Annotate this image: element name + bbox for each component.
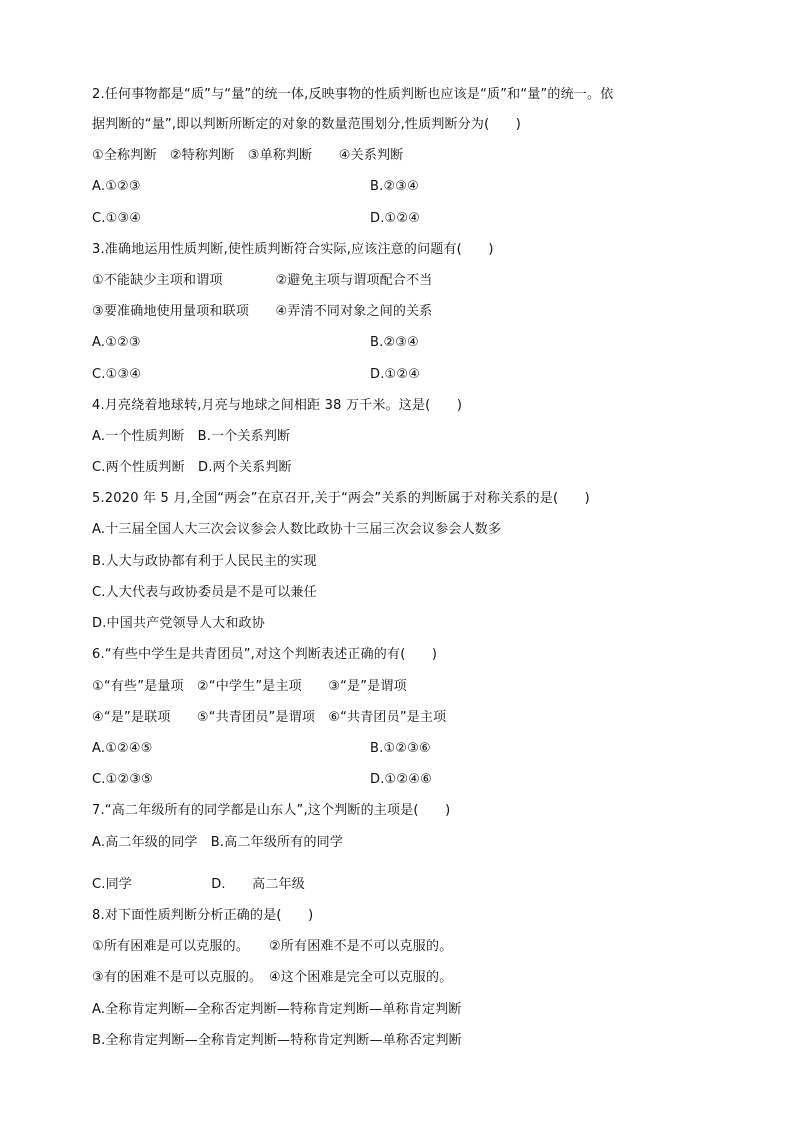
- question-6-statements-line-2: ④“是”是联项 ⑤“共青团员”是谓项 ⑥“共青团员”是主项: [92, 710, 447, 725]
- question-8-option-b: B.全称肯定判断—全称肯定判断—特称肯定判断—单称否定判断: [92, 1033, 462, 1048]
- question-8-statements-line-2: ③有的困难不是可以克服的。 ④这个困难是完全可以克服的。: [92, 970, 453, 985]
- question-4-options-line-2: C.两个性质判断 D.两个关系判断: [92, 460, 292, 475]
- question-6-stem: 6.“有些中学生是共青团员”,对这个判断表述正确的有( ): [92, 647, 438, 662]
- question-3-option-b: B.②③④: [370, 335, 420, 350]
- question-6-option-d: D.①②④⑥: [370, 772, 432, 787]
- question-3-statements-line-1: ①不能缺少主项和谓项 ②避免主项与谓项配合不当: [92, 273, 433, 288]
- question-6-option-a: A.①②④⑤: [92, 741, 153, 756]
- question-6-statements-line-1: ①“有些”是量项 ②“中学生”是主项 ③“是”是谓项: [92, 679, 407, 694]
- question-8-stem: 8.对下面性质判断分析正确的是( ): [92, 908, 314, 923]
- question-2-stem-line-2: 据判断的“量”,即以判断所断定的对象的数量范围划分,性质判断分为( ): [92, 117, 522, 132]
- question-6-option-b: B.①②③⑥: [370, 741, 431, 756]
- question-5-option-d: D.中国共产党领导人大和政协: [92, 616, 265, 631]
- question-7-options-line-2: C.同学 D. 高二年级: [92, 877, 305, 892]
- question-7-stem: 7.“高二年级所有的同学都是山东人”,这个判断的主项是( ): [92, 803, 451, 818]
- question-2-statements: ①全称判断 ②特称判断 ③单称判断 ④关系判断: [92, 148, 404, 163]
- question-5-stem: 5.2020 年 5 月,全国“两会”在京召开,关于“两会”关系的判断属于对称关系的是( ): [92, 491, 590, 506]
- question-2-option-a: A.①②③: [92, 179, 141, 194]
- question-3-statements-line-2: ③要准确地使用量项和联项 ④弄清不同对象之间的关系: [92, 304, 433, 319]
- question-2-stem-line-1: 2.任何事物都是“质”与“量”的统一体,反映事物的性质判断也应该是“质”和“量”的统一。依: [92, 87, 614, 102]
- question-2-option-b: B.②③④: [370, 179, 420, 194]
- question-7-options-line-1: A.高二年级的同学 B.高二年级所有的同学: [92, 835, 344, 850]
- question-5-option-a: A.十三届全国人大三次会议参会人数比政协十三届三次会议参会人数多: [92, 522, 502, 537]
- question-2-option-d: D.①②④: [370, 211, 421, 226]
- question-2-option-c: C.①③④: [92, 211, 142, 226]
- question-3-option-d: D.①②④: [370, 367, 421, 382]
- question-3-option-c: C.①③④: [92, 367, 142, 382]
- question-6-option-c: C.①②③⑤: [92, 772, 154, 787]
- question-3-option-a: A.①②③: [92, 335, 141, 350]
- question-8-statements-line-1: ①所有困难是可以克服的。 ②所有困难不是不可以克服的。: [92, 939, 453, 954]
- question-8-option-a: A.全称肯定判断—全称否定判断—特称肯定判断—单称肯定判断: [92, 1002, 462, 1017]
- question-4-options-line-1: A.一个性质判断 B.一个关系判断: [92, 429, 291, 444]
- question-5-option-b: B.人大与政协都有利于人民民主的实现: [92, 554, 317, 569]
- question-3-stem: 3.准确地运用性质判断,使性质判断符合实际,应该注意的问题有( ): [92, 242, 494, 257]
- question-4-stem: 4.月亮绕着地球转,月亮与地球之间相距 38 万千米。这是( ): [92, 398, 463, 413]
- question-5-option-c: C.人大代表与政协委员是不是可以兼任: [92, 585, 317, 600]
